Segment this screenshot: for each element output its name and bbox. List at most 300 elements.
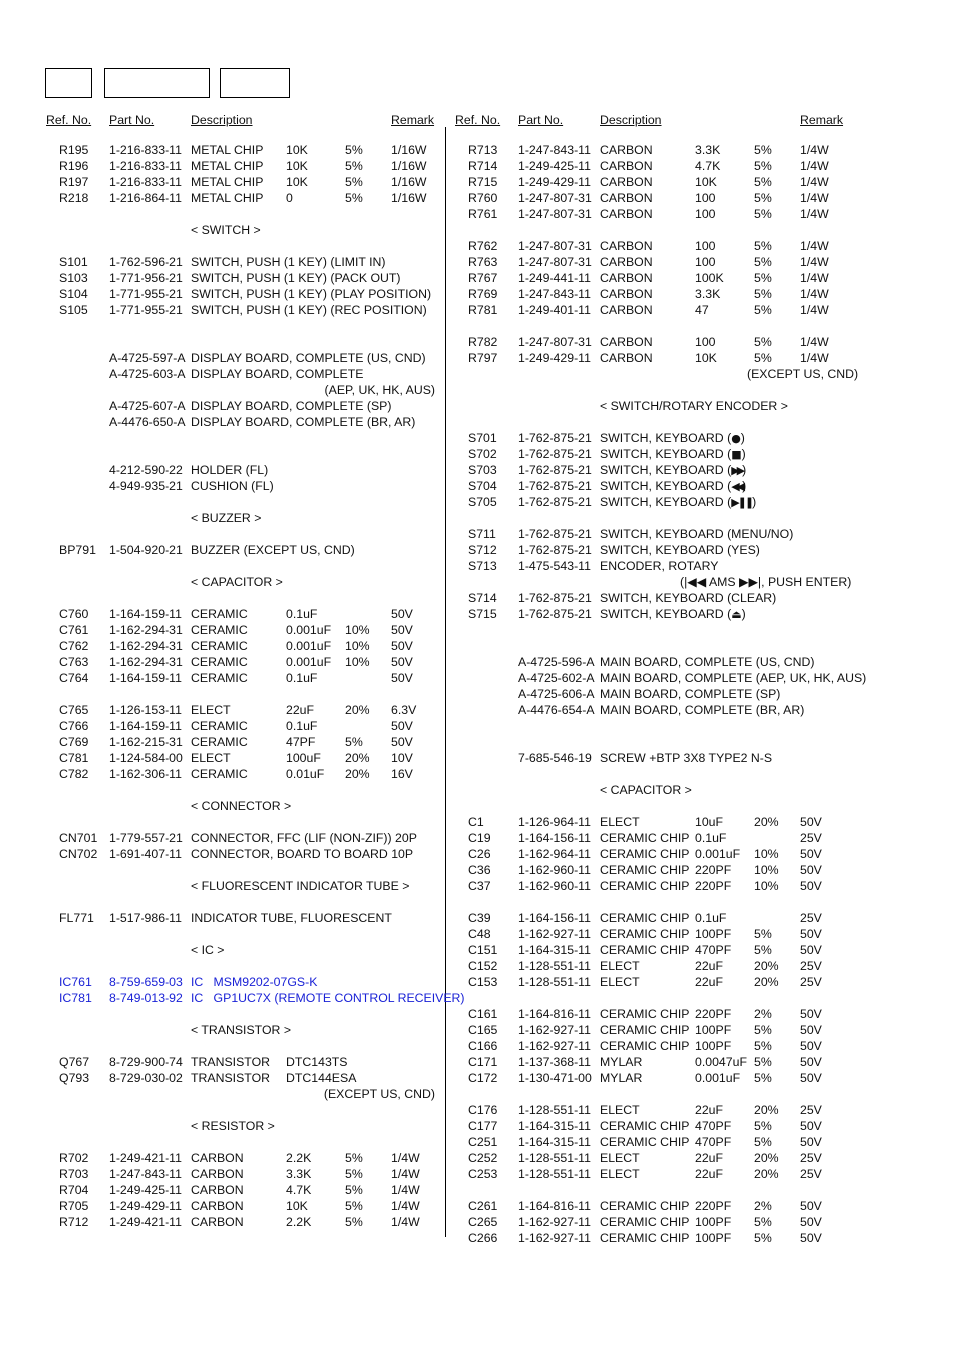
description: ELECT <box>600 1103 640 1117</box>
value: 3.3K <box>695 143 721 157</box>
value: 47 <box>695 303 709 317</box>
tolerance: 5% <box>754 303 772 317</box>
value: 3.3K <box>286 1167 312 1181</box>
part-row <box>0 1166 954 1182</box>
part-row <box>0 238 954 254</box>
ref: C781 <box>59 751 89 765</box>
part-no: 1-216-833-11 <box>109 159 182 173</box>
part-no: A-4725-607-A <box>109 399 186 413</box>
description: SWITCH, KEYBOARD ( <box>600 463 732 477</box>
part-no: 1-762-596-21 <box>109 255 183 269</box>
rewind-icon: ◀◀ <box>731 480 743 493</box>
remark: 50V <box>800 1007 822 1021</box>
remark: 1/16W <box>391 191 427 205</box>
part-no: 1-164-159-11 <box>109 671 182 685</box>
ref: S105 <box>59 303 88 317</box>
part-row <box>0 1214 954 1230</box>
part-row <box>0 478 954 494</box>
value: 100PF <box>695 1023 732 1037</box>
part-no: 1-249-425-11 <box>518 159 591 173</box>
part-no: 1-164-315-11 <box>518 1135 591 1149</box>
tolerance: 5% <box>345 1183 363 1197</box>
remark: 25V <box>800 831 822 845</box>
description: CARBON <box>191 1199 244 1213</box>
ref: R769 <box>468 287 498 301</box>
remark: 25V <box>800 911 822 925</box>
part-no: 1-771-956-21 <box>109 271 183 285</box>
tolerance: 5% <box>345 191 363 205</box>
description: IC GP1UC7X (REMOTE CONTROL RECEIVER) <box>191 991 465 1005</box>
remark: 25V <box>800 1103 822 1117</box>
value: 0.01uF <box>286 767 325 781</box>
part-no: 1-247-843-11 <box>518 143 591 157</box>
part-no: 1-247-807-31 <box>518 191 592 205</box>
remark: 1/16W <box>391 159 427 173</box>
part-no: 1-162-927-11 <box>518 1231 591 1245</box>
tolerance: 5% <box>754 927 772 941</box>
remark: 1/4W <box>391 1167 420 1181</box>
part-no: 1-126-964-11 <box>518 815 591 829</box>
ref: C152 <box>468 959 498 973</box>
remark: 16V <box>391 767 413 781</box>
cell-text <box>600 446 746 463</box>
part-row <box>0 1118 954 1134</box>
remark: 1/4W <box>800 287 829 301</box>
play-pause-icon: ▶❚❚ <box>731 496 753 509</box>
part-no: 1-126-153-11 <box>109 703 182 717</box>
ref: S701 <box>468 431 497 445</box>
ref: C782 <box>59 767 89 781</box>
tolerance: 20% <box>754 1167 779 1181</box>
header-part: Part No. <box>518 113 564 127</box>
part-row <box>0 526 954 542</box>
description: CARBON <box>600 335 653 349</box>
part-no: 1-691-407-11 <box>109 847 182 861</box>
remark: 50V <box>800 1055 822 1069</box>
ref: C765 <box>59 703 89 717</box>
tolerance: 5% <box>754 239 772 253</box>
part-row <box>0 206 954 222</box>
description: CERAMIC <box>191 623 248 637</box>
part-row <box>0 702 954 718</box>
part-row <box>0 334 954 350</box>
description: CERAMIC <box>191 735 248 749</box>
value: 0.1uF <box>286 607 318 621</box>
ref: CN702 <box>59 847 98 861</box>
value: 470PF <box>695 1135 732 1149</box>
description-end: ) <box>740 431 745 445</box>
ref: FL771 <box>59 911 94 925</box>
description: CARBON <box>191 1167 244 1181</box>
part-no: 8-759-659-03 <box>109 975 183 989</box>
description: ELECT <box>600 1151 640 1165</box>
tolerance: 5% <box>754 1231 772 1245</box>
part-no: 1-162-294-31 <box>109 623 183 637</box>
description: SWITCH, KEYBOARD (CLEAR) <box>600 591 777 605</box>
part-no: 1-162-294-31 <box>109 639 183 653</box>
description: CARBON <box>600 159 653 173</box>
value: 47PF <box>286 735 316 749</box>
part-no: A-4725-603-A <box>109 367 186 381</box>
part-no: 1-247-843-11 <box>109 1167 182 1181</box>
remark: 1/4W <box>391 1199 420 1213</box>
tolerance: 2% <box>754 1199 772 1213</box>
part-no: 1-249-429-11 <box>109 1199 182 1213</box>
part-no: 8-729-030-02 <box>109 1071 183 1085</box>
description: CERAMIC CHIP <box>600 1007 690 1021</box>
value: 10K <box>695 175 717 189</box>
ref: Q767 <box>59 1055 90 1069</box>
remark: 50V <box>391 607 413 621</box>
value: 0.1uF <box>286 719 318 733</box>
description: CARBON <box>191 1151 244 1165</box>
remark: 1/4W <box>800 191 829 205</box>
description-end: ) <box>752 495 757 509</box>
part-no: 1-128-551-11 <box>518 1103 591 1117</box>
description: CERAMIC CHIP <box>600 831 690 845</box>
part-row <box>0 590 954 606</box>
description-end: ) <box>741 447 746 461</box>
tolerance: 5% <box>754 1135 772 1149</box>
description: DISPLAY BOARD, COMPLETE <box>191 367 364 381</box>
remark: 1/4W <box>800 335 829 349</box>
part-no: 1-164-816-11 <box>518 1007 591 1021</box>
remark: 50V <box>391 735 413 749</box>
ref: R781 <box>468 303 498 317</box>
description: CERAMIC <box>191 639 248 653</box>
description: METAL CHIP <box>191 175 264 189</box>
ref: C151 <box>468 943 498 957</box>
remark: 50V <box>800 943 822 957</box>
header-desc: Description <box>191 113 253 127</box>
description: CARBON <box>600 191 653 205</box>
ref: S103 <box>59 271 88 285</box>
remark: 1/4W <box>800 303 829 317</box>
part-row <box>0 1022 954 1038</box>
part-no: 1-164-315-11 <box>518 1119 591 1133</box>
part-row <box>0 846 954 862</box>
tolerance: 5% <box>754 143 772 157</box>
description: CERAMIC CHIP <box>600 1119 690 1133</box>
ref: S702 <box>468 447 497 461</box>
part-no: 7-685-546-19 <box>518 751 592 765</box>
value: 100PF <box>695 927 732 941</box>
value: 100PF <box>695 1215 732 1229</box>
ref: C252 <box>468 1151 498 1165</box>
part-no: 1-779-557-21 <box>109 831 183 845</box>
tolerance: 5% <box>754 1055 772 1069</box>
part-no: 1-164-156-11 <box>518 831 591 845</box>
tolerance: 5% <box>754 335 772 349</box>
remark: 50V <box>800 1231 822 1245</box>
part-no: 1-162-294-31 <box>109 655 183 669</box>
value: 10K <box>286 159 308 173</box>
description: SWITCH, PUSH (1 KEY) (PACK OUT) <box>191 271 401 285</box>
ref: S714 <box>468 591 497 605</box>
value: DTC144ESA <box>286 1071 357 1085</box>
cell-text: < SWITCH/ROTARY ENCODER > <box>600 399 788 413</box>
part-row <box>0 942 954 958</box>
tolerance: 10% <box>345 655 370 669</box>
ref: C266 <box>468 1231 498 1245</box>
ref: IC761 <box>59 975 92 989</box>
description: CERAMIC CHIP <box>600 1231 690 1245</box>
description: CERAMIC CHIP <box>600 1215 690 1229</box>
tolerance: 5% <box>345 1215 363 1229</box>
tolerance: 5% <box>754 1215 772 1229</box>
continuation-text: (EXCEPT US, CND) <box>323 1087 435 1101</box>
part-no: 1-164-816-11 <box>518 1199 591 1213</box>
ref: R218 <box>59 191 89 205</box>
description: MAIN BOARD, COMPLETE (BR, AR) <box>600 703 805 717</box>
ref: C251 <box>468 1135 498 1149</box>
value: 0.1uF <box>286 671 318 685</box>
remark: 50V <box>800 815 822 829</box>
remark: 50V <box>391 639 413 653</box>
ref: C176 <box>468 1103 498 1117</box>
ref: S712 <box>468 543 497 557</box>
part-row <box>0 158 954 174</box>
description: CERAMIC CHIP <box>600 863 690 877</box>
description: CERAMIC <box>191 671 248 685</box>
description: SWITCH, KEYBOARD ( <box>600 431 732 445</box>
value: 0 <box>286 191 293 205</box>
value: 4.7K <box>286 1183 312 1197</box>
tolerance: 5% <box>754 1071 772 1085</box>
part-row <box>0 430 954 446</box>
description: CARBON <box>600 271 653 285</box>
tolerance: 5% <box>754 943 772 957</box>
remark: 1/16W <box>391 143 427 157</box>
value: 0.001uF <box>286 623 332 637</box>
part-no: 1-249-429-11 <box>518 351 591 365</box>
tolerance: 20% <box>345 703 370 717</box>
ref: C761 <box>59 623 89 637</box>
section-heading <box>0 782 954 798</box>
value: 10K <box>286 175 308 189</box>
description: CERAMIC CHIP <box>600 1023 690 1037</box>
value: 4.7K <box>695 159 721 173</box>
part-row <box>0 190 954 206</box>
description: ELECT <box>600 959 640 973</box>
description: CARBON <box>600 303 653 317</box>
value: 0.001uF <box>695 1071 741 1085</box>
part-no: 4-212-590-22 <box>109 463 183 477</box>
tolerance: 10% <box>754 863 779 877</box>
ref: S711 <box>468 527 496 541</box>
remark: 50V <box>391 623 413 637</box>
continuation-text: (|◀◀ AMS ▶▶|, PUSH ENTER) <box>680 575 852 589</box>
remark: 50V <box>800 1039 822 1053</box>
remark: 50V <box>800 1199 822 1213</box>
remark: 50V <box>800 1023 822 1037</box>
value: 220PF <box>695 863 732 877</box>
part-row <box>0 830 954 846</box>
header-remark: Remark <box>800 113 844 127</box>
description: SWITCH, KEYBOARD (YES) <box>600 543 760 557</box>
tolerance: 5% <box>754 1119 772 1133</box>
part-no: 1-128-551-11 <box>518 1151 591 1165</box>
part-no: 1-162-927-11 <box>518 927 591 941</box>
cell-text: < TRANSISTOR > <box>191 1023 292 1037</box>
part-no: 1-762-875-21 <box>518 543 592 557</box>
description: SWITCH, PUSH (1 KEY) (LIMIT IN) <box>191 255 386 269</box>
value: 0.1uF <box>695 911 727 925</box>
description: INDICATOR TUBE, FLUORESCENT <box>191 911 392 925</box>
remark: 25V <box>800 959 822 973</box>
part-no: 1-762-875-21 <box>518 495 592 509</box>
remark: 50V <box>800 863 822 877</box>
remark: 25V <box>800 1151 822 1165</box>
part-no: 8-729-900-74 <box>109 1055 183 1069</box>
ref: S713 <box>468 559 497 573</box>
part-no: 1-216-864-11 <box>109 191 182 205</box>
part-row <box>0 1006 954 1022</box>
part-row <box>0 606 954 622</box>
value: 22uF <box>695 975 724 989</box>
ref: CN701 <box>59 831 98 845</box>
remark: 1/4W <box>800 271 829 285</box>
right-column <box>0 112 954 1246</box>
ref: R782 <box>468 335 498 349</box>
part-no: A-4476-650-A <box>109 415 186 429</box>
tolerance: 20% <box>754 815 779 829</box>
ref: R712 <box>59 1215 89 1229</box>
ref: R715 <box>468 175 498 189</box>
description: SWITCH, PUSH (1 KEY) (PLAY POSITION) <box>191 287 432 301</box>
description: CARBON <box>600 143 653 157</box>
description-end: ) <box>742 463 747 477</box>
part-row <box>0 910 954 926</box>
part-no: 1-162-960-11 <box>518 879 591 893</box>
value: 10K <box>695 351 717 365</box>
part-row <box>0 686 954 702</box>
tolerance: 5% <box>754 191 772 205</box>
tolerance: 5% <box>345 143 363 157</box>
ref: C766 <box>59 719 89 733</box>
ref: R705 <box>59 1199 89 1213</box>
part-row <box>0 558 954 574</box>
description: CARBON <box>600 255 653 269</box>
description: SWITCH, KEYBOARD ( <box>600 607 732 621</box>
part-no: 1-164-315-11 <box>518 943 591 957</box>
part-no: 1-216-833-11 <box>109 175 182 189</box>
part-no: 1-162-927-11 <box>518 1023 591 1037</box>
part-row <box>0 1054 954 1070</box>
description: METAL CHIP <box>191 191 264 205</box>
description: TRANSISTOR <box>191 1071 271 1085</box>
part-row <box>0 750 954 766</box>
description: ELECT <box>191 703 231 717</box>
tolerance: 2% <box>754 1007 772 1021</box>
part-no: 1-762-875-21 <box>518 447 592 461</box>
ref: C161 <box>468 1007 498 1021</box>
value: 100 <box>695 239 716 253</box>
description: CERAMIC <box>191 655 248 669</box>
part-row <box>0 1198 954 1214</box>
part-no: 1-247-807-31 <box>518 239 592 253</box>
ref: R760 <box>468 191 498 205</box>
description: SWITCH, KEYBOARD ( <box>600 479 732 493</box>
part-row <box>0 926 954 942</box>
value: 220PF <box>695 1007 732 1021</box>
value: DTC143TS <box>286 1055 348 1069</box>
part-no: 1-128-551-11 <box>518 1167 591 1181</box>
header-box-3 <box>220 68 290 98</box>
tolerance: 5% <box>345 735 363 749</box>
fast-forward-icon: ▶▶ <box>731 464 743 477</box>
part-no: 1-216-833-11 <box>109 143 182 157</box>
header-box-2 <box>104 68 210 98</box>
description: CERAMIC CHIP <box>600 943 690 957</box>
cell-text: < SWITCH > <box>191 223 261 237</box>
part-row <box>0 1150 954 1166</box>
value: 100 <box>695 191 716 205</box>
description: CARBON <box>191 1183 244 1197</box>
ref: C171 <box>468 1055 498 1069</box>
tolerance: 5% <box>754 159 772 173</box>
description: CONNECTOR, BOARD TO BOARD 10P <box>191 847 414 861</box>
description: MAIN BOARD, COMPLETE (AEP, UK, HK, AUS) <box>600 671 867 685</box>
tolerance: 5% <box>754 271 772 285</box>
description: CERAMIC <box>191 607 248 621</box>
part-no: A-4725-602-A <box>518 671 595 685</box>
description: SWITCH, PUSH (1 KEY) (REC POSITION) <box>191 303 427 317</box>
description: CERAMIC CHIP <box>600 847 690 861</box>
remark: 1/4W <box>800 159 829 173</box>
remark: 1/4W <box>800 143 829 157</box>
description: CARBON <box>600 207 653 221</box>
part-no: 1-249-401-11 <box>518 303 591 317</box>
continuation-text: (AEP, UK, HK, AUS) <box>324 383 435 397</box>
part-row <box>0 302 954 318</box>
ref: C763 <box>59 655 89 669</box>
value: 100uF <box>286 751 321 765</box>
remark: 10V <box>391 751 413 765</box>
description: CUSHION (FL) <box>191 479 274 493</box>
ref: R761 <box>468 207 498 221</box>
remark: 50V <box>800 1071 822 1085</box>
remark: 50V <box>800 927 822 941</box>
description: CARBON <box>600 351 653 365</box>
value: 100PF <box>695 1039 732 1053</box>
description: METAL CHIP <box>191 159 264 173</box>
value: 22uF <box>695 1167 724 1181</box>
part-row <box>0 670 954 686</box>
description-end: ) <box>741 607 746 621</box>
ref: S104 <box>59 287 88 301</box>
part-no: 1-128-551-11 <box>518 959 591 973</box>
value: 10K <box>286 143 308 157</box>
ref: C39 <box>468 911 491 925</box>
part-row <box>0 654 954 670</box>
ref: C769 <box>59 735 89 749</box>
part-row <box>0 878 954 894</box>
continuation-line <box>0 366 954 382</box>
description: DISPLAY BOARD, COMPLETE (SP) <box>191 399 392 413</box>
value: 0.1uF <box>695 831 727 845</box>
part-row <box>0 142 954 158</box>
part-no: 1-517-986-11 <box>109 911 182 925</box>
ref: S704 <box>468 479 497 493</box>
part-no: 1-762-875-21 <box>518 479 592 493</box>
ref: C762 <box>59 639 89 653</box>
header-box-1 <box>45 68 92 98</box>
part-no: 1-162-964-11 <box>518 847 591 861</box>
description: TRANSISTOR <box>191 1055 271 1069</box>
remark: 50V <box>800 1135 822 1149</box>
ref: C37 <box>468 879 491 893</box>
